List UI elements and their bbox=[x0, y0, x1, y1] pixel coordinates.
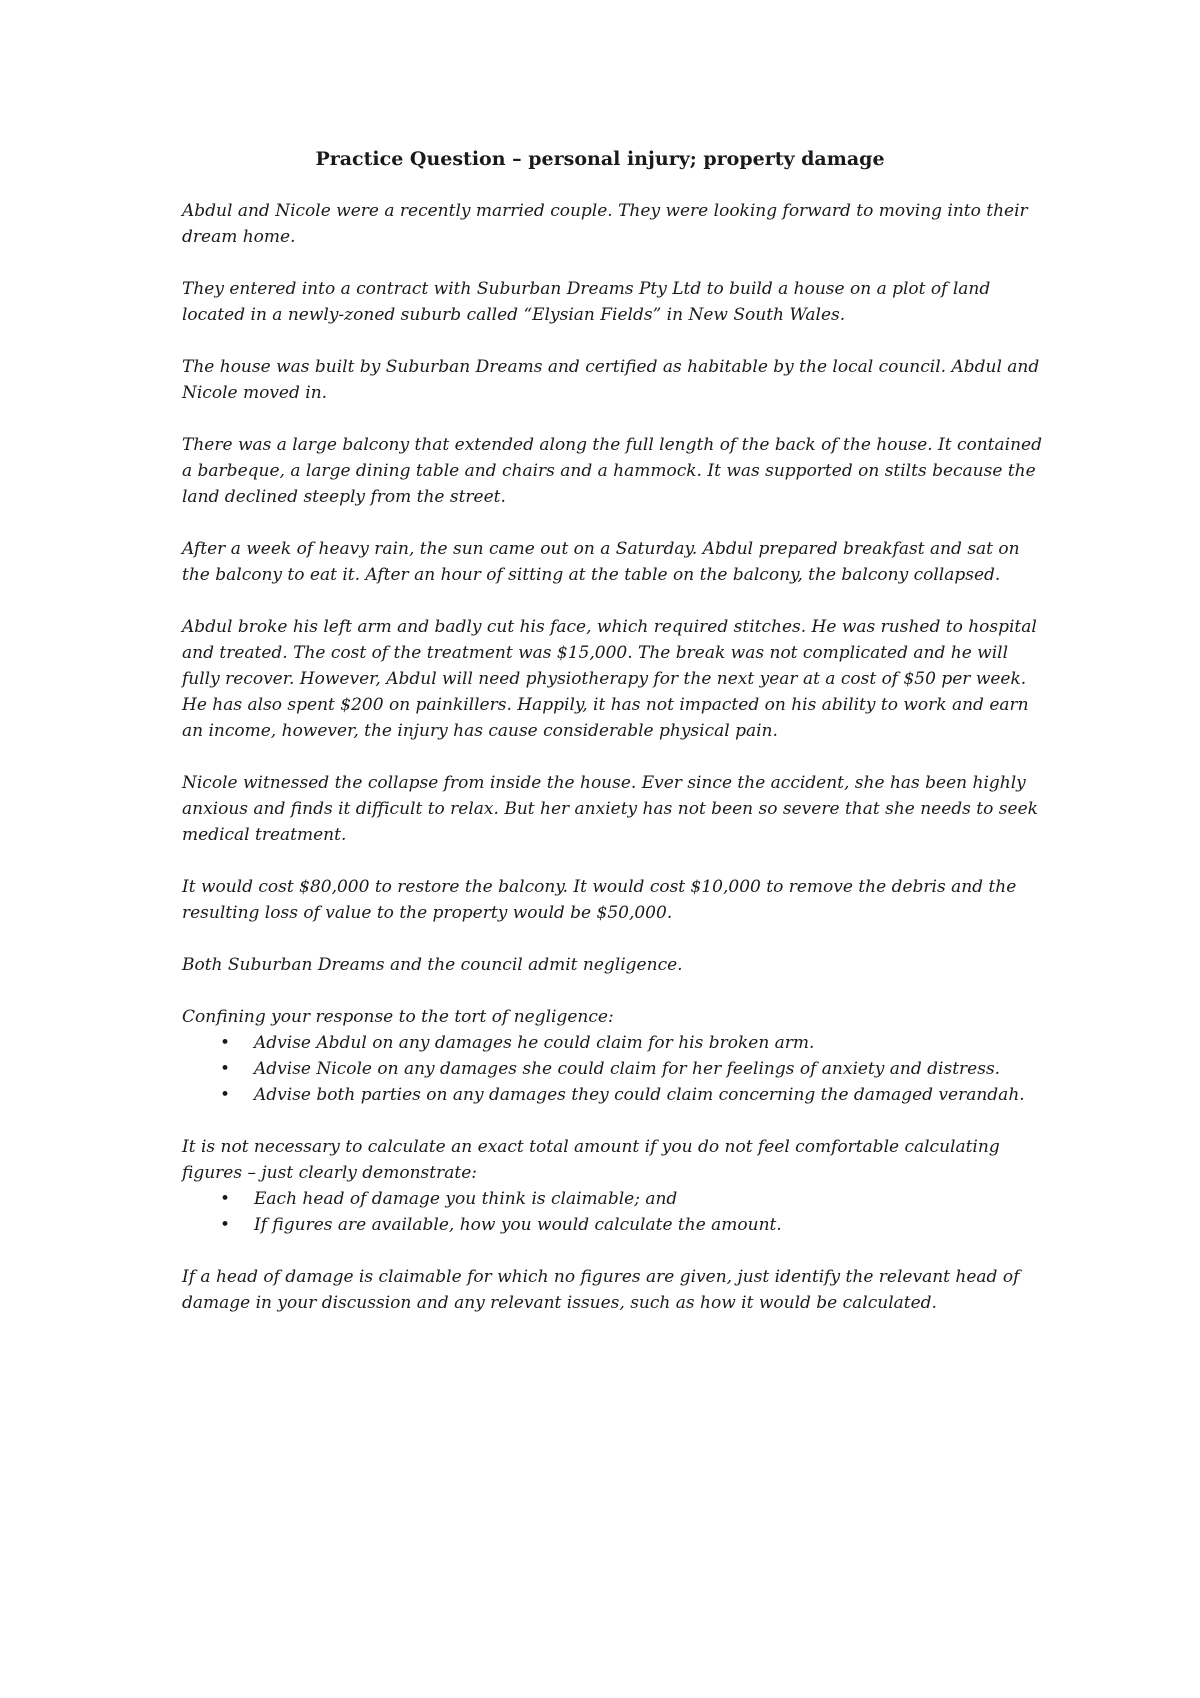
paragraph-house-built: The house was built by Suburban Dreams and certified as habitable by the local council. Abdul and Nicole moved in. bbox=[182, 357, 1040, 403]
bullet-icon: • bbox=[220, 1189, 231, 1209]
list-item bbox=[182, 1082, 1042, 1108]
list-item-text: If figures are available, how you would calculate the amount. bbox=[254, 1215, 782, 1235]
paragraph-intro: Abdul and Nicole were a recently married couple. They were looking forward to moving into their dream home. bbox=[182, 201, 1028, 247]
bullet-icon: • bbox=[220, 1085, 231, 1105]
paragraph-balcony: There was a large balcony that extended along the full length of the back of the house. It contained a barbeque, a large dining table and chairs and a hammock. It was supported on stilts because the land declined steeply from the street. bbox=[182, 435, 1042, 507]
list-item bbox=[182, 1212, 1042, 1238]
bullet-icon: • bbox=[220, 1215, 231, 1235]
calculation-list bbox=[182, 1186, 1042, 1238]
paragraph-abdul-injury: Abdul broke his left arm and badly cut his face, which required stitches. He was rushed to hospital and treated. The cost of the treatment was $15,000. The break was not complicated and he will fully recover. However, Abdul will need physiotherapy for the next year at a cost of $50 per week. He has also spent $200 on painkillers. Happily, it has not impacted on his ability to work and earn an income, however, the injury has cause considerable physical pain. bbox=[182, 617, 1037, 741]
list-item bbox=[182, 1186, 1042, 1212]
list-item-text: Each head of damage you think is claimable; and bbox=[254, 1189, 678, 1209]
paragraph-contract: They entered into a contract with Suburban Dreams Pty Ltd to build a house on a plot of land located in a newly-zoned suburb called “Elysian Fields” in New South Wales. bbox=[182, 279, 991, 325]
list-item-text: Advise both parties on any damages they could claim concerning the damaged verandah. bbox=[254, 1085, 1025, 1105]
paragraph-collapse: After a week of heavy rain, the sun came out on a Saturday. Abdul prepared breakfast and sat on the balcony to eat it. After an hour of sitting at the table on the balcony, the balcony collapsed. bbox=[182, 539, 1020, 585]
paragraph-property-costs: It would cost $80,000 to restore the balcony. It would cost $10,000 to remove the debris and the resulting loss of value to the property would be $50,000. bbox=[182, 877, 1017, 923]
list-item bbox=[182, 1030, 1042, 1056]
list-item-text: Advise Nicole on any damages she could claim for her feelings of anxiety and distress. bbox=[254, 1059, 1001, 1079]
paragraph-closing: If a head of damage is claimable for which no figures are given, just identify the relevant head of damage in your discussion and any relevant issues, such as how it would be calculated. bbox=[182, 1267, 1020, 1313]
bullet-icon: • bbox=[220, 1059, 231, 1079]
document-title: Practice Question – personal injury; property damage bbox=[315, 148, 885, 170]
document-body bbox=[182, 198, 1042, 1342]
task-intro: Confining your response to the tort of negligence: bbox=[182, 1007, 614, 1027]
list-item bbox=[182, 1056, 1042, 1082]
bullet-icon: • bbox=[220, 1033, 231, 1053]
paragraph-nicole-anxiety: Nicole witnessed the collapse from inside the house. Ever since the accident, she has been highly anxious and finds it difficult to relax. But her anxiety has not been so severe that she needs to seek medical treatment. bbox=[182, 773, 1038, 845]
paragraph-negligence-admitted: Both Suburban Dreams and the council admit negligence. bbox=[182, 955, 683, 975]
list-item-text: Advise Abdul on any damages he could claim for his broken arm. bbox=[254, 1033, 815, 1053]
calculation-intro: It is not necessary to calculate an exact total amount if you do not feel comfortable calculating figures – just clearly demonstrate: bbox=[182, 1137, 1000, 1183]
task-list bbox=[182, 1030, 1042, 1108]
